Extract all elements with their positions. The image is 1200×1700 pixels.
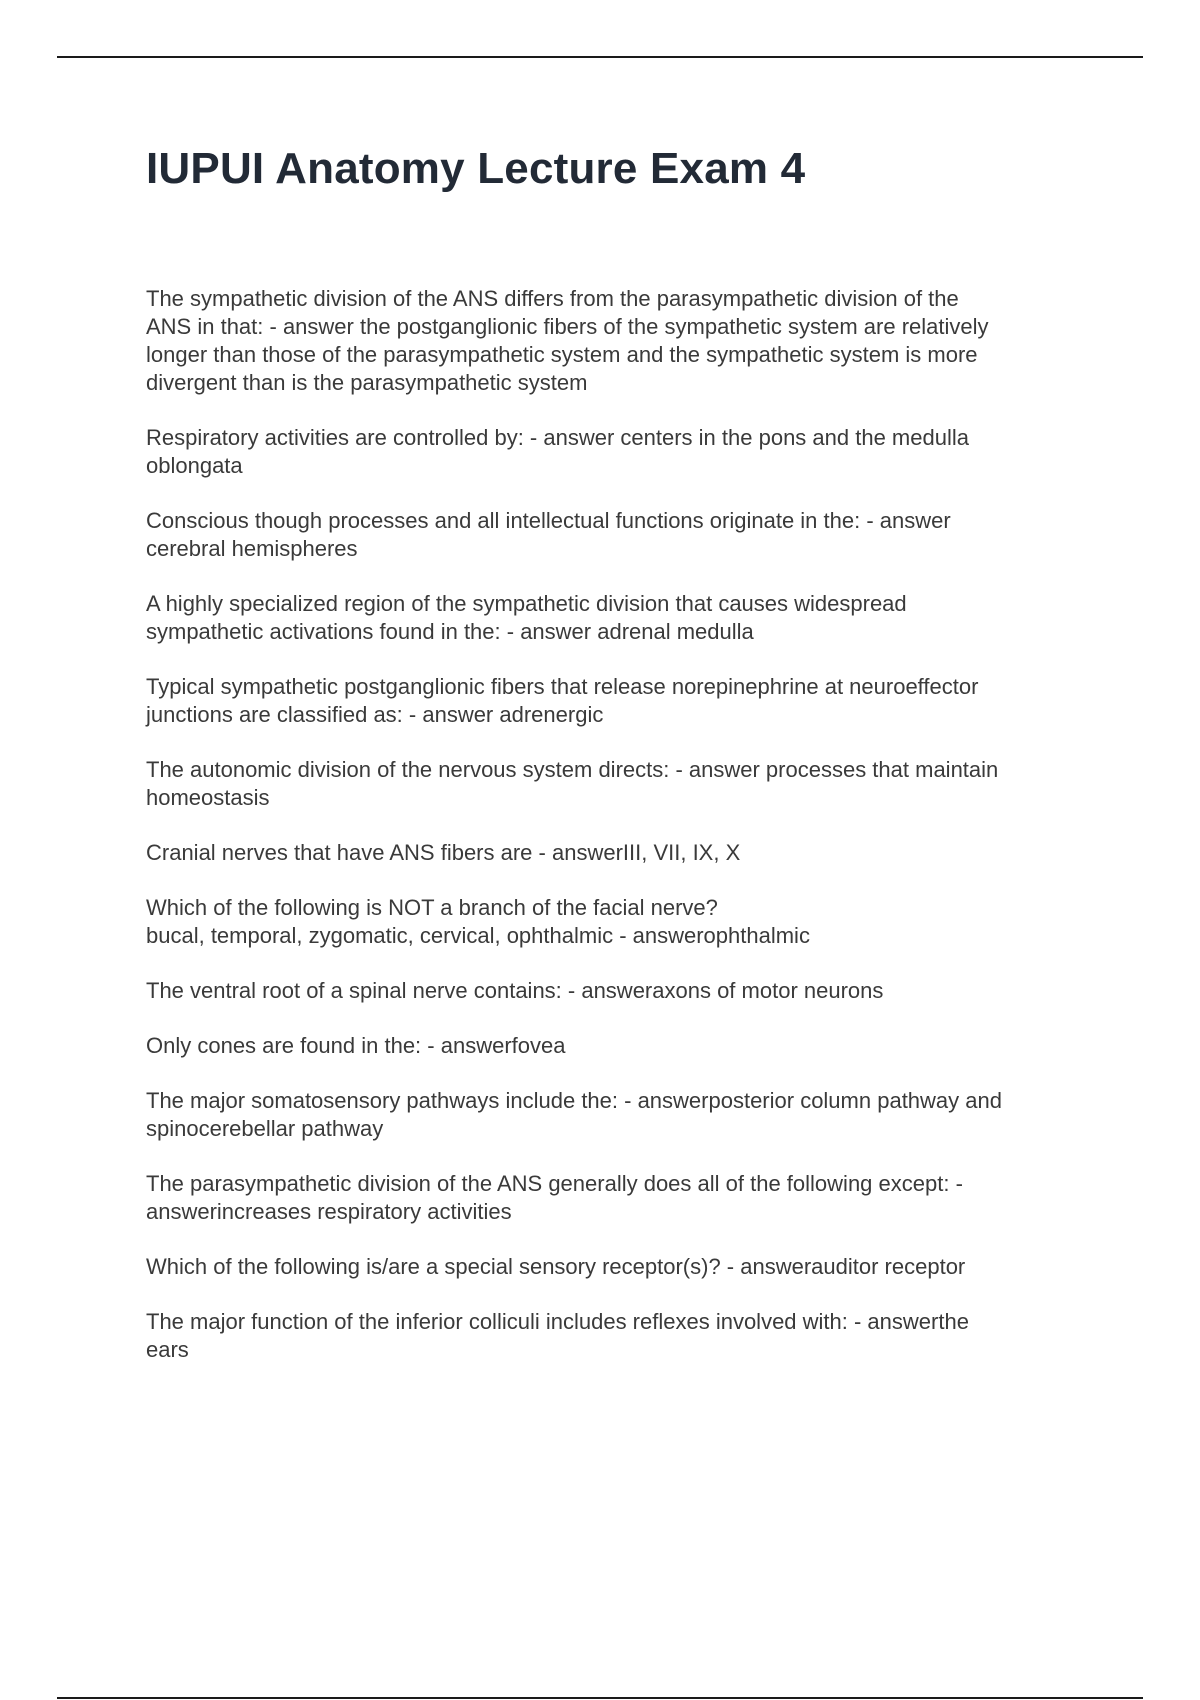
- qa-line: Which of the following is/are a special sensory receptor(s)? - answerauditor receptor: [146, 1254, 966, 1279]
- qa-item: [146, 673, 1096, 729]
- qa-line: Respiratory activities are controlled by: - answer centers in the pons and the medulla: [146, 425, 969, 450]
- qa-line: A highly specialized region of the sympathetic division that causes widespread: [146, 591, 907, 616]
- qa-line: junctions are classified as: - answer adrenergic: [146, 702, 604, 727]
- qa-line: answerincreases respiratory activities: [146, 1199, 512, 1224]
- qa-line: ANS in that: - answer the postganglionic fibers of the sympathetic system are relatively: [146, 314, 989, 339]
- qa-item: [146, 756, 1096, 812]
- qa-line: Which of the following is NOT a branch of the facial nerve?: [146, 895, 718, 920]
- qa-line: The sympathetic division of the ANS differs from the parasympathetic division of the: [146, 286, 959, 311]
- qa-item: [146, 1170, 1096, 1226]
- top-rule: [57, 56, 1143, 58]
- qa-line: bucal, temporal, zygomatic, cervical, ophthalmic - answerophthalmic: [146, 923, 810, 948]
- qa-line: Typical sympathetic postganglionic fibers that release norepinephrine at neuroeffector: [146, 674, 979, 699]
- qa-item: [146, 839, 1096, 867]
- qa-item: [146, 285, 1096, 397]
- qa-item: [146, 977, 1096, 1005]
- qa-item: [146, 507, 1096, 563]
- qa-line: The major function of the inferior colliculi includes reflexes involved with: - answerthe: [146, 1309, 969, 1334]
- qa-line: spinocerebellar pathway: [146, 1116, 384, 1141]
- qa-item: [146, 1087, 1096, 1143]
- qa-line: Conscious though processes and all intellectual functions originate in the: - answer: [146, 508, 951, 533]
- qa-list: [146, 285, 1096, 1391]
- qa-line: The ventral root of a spinal nerve contains: - answeraxons of motor neurons: [146, 978, 884, 1003]
- qa-item: [146, 1253, 1096, 1281]
- qa-item: [146, 590, 1096, 646]
- qa-line: ears: [146, 1337, 189, 1362]
- qa-line: The autonomic division of the nervous system directs: - answer processes that maintain: [146, 757, 999, 782]
- qa-line: The parasympathetic division of the ANS generally does all of the following except: -: [146, 1171, 963, 1196]
- bottom-rule: [57, 1697, 1143, 1699]
- qa-line: longer than those of the parasympathetic system and the sympathetic system is more: [146, 342, 978, 367]
- qa-item: [146, 424, 1096, 480]
- qa-item: [146, 1308, 1096, 1364]
- qa-item: [146, 1032, 1096, 1060]
- qa-line: divergent than is the parasympathetic system: [146, 370, 588, 395]
- qa-line: Only cones are found in the: - answerfovea: [146, 1033, 566, 1058]
- qa-line: The major somatosensory pathways include the: - answerposterior column pathway and: [146, 1088, 1002, 1113]
- qa-item: [146, 894, 1096, 950]
- qa-line: homeostasis: [146, 785, 270, 810]
- qa-line: oblongata: [146, 453, 243, 478]
- qa-line: cerebral hemispheres: [146, 536, 358, 561]
- page-title: IUPUI Anatomy Lecture Exam 4: [146, 144, 806, 193]
- qa-line: Cranial nerves that have ANS fibers are - answerIII, VII, IX, X: [146, 840, 741, 865]
- qa-line: sympathetic activations found in the: - answer adrenal medulla: [146, 619, 754, 644]
